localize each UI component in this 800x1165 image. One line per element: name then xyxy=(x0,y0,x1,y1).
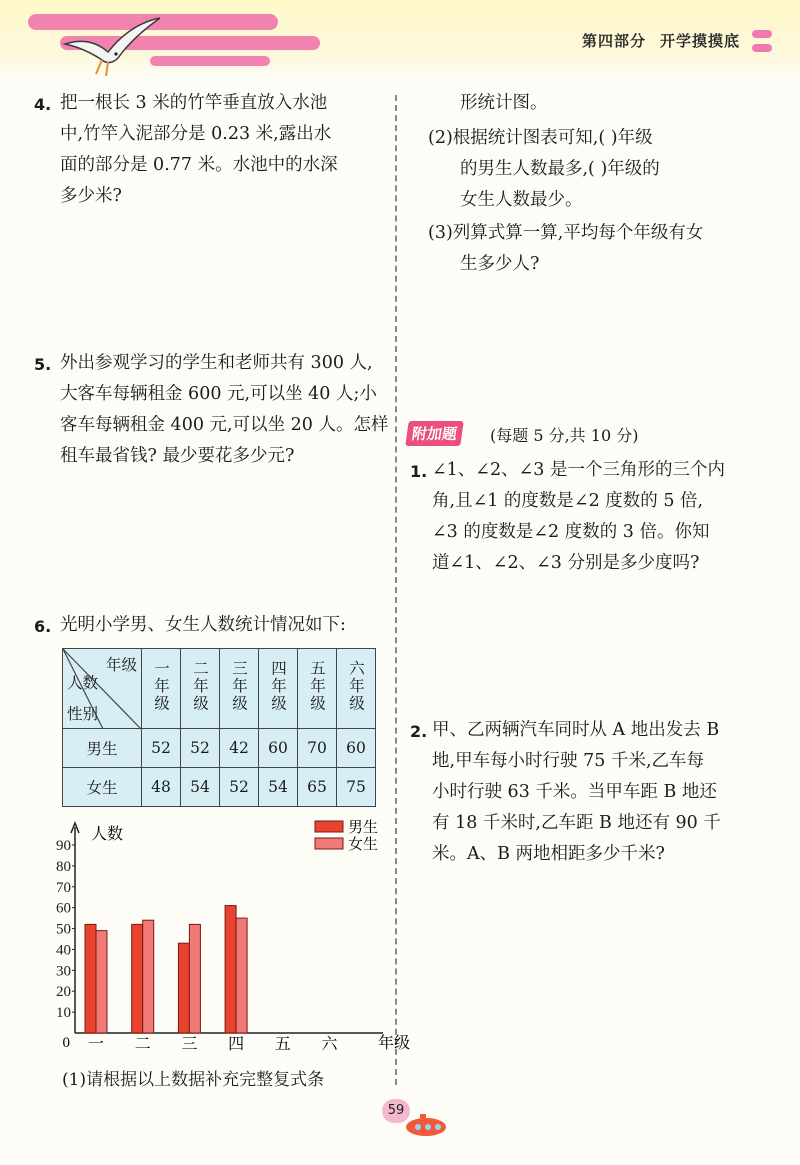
text-line: 把一根长 3 米的竹竿垂直放入水池 xyxy=(60,93,328,113)
submarine-icon xyxy=(404,1112,450,1138)
bar-男生 xyxy=(132,924,143,1033)
corner-gender-label: 性别 xyxy=(67,705,99,723)
column-divider xyxy=(395,95,397,1085)
y-tick-label: 90 xyxy=(56,838,71,854)
y-tick-label: 80 xyxy=(56,858,71,875)
origin-label: 0 xyxy=(62,1035,70,1051)
grade-header: 三年级 xyxy=(220,649,259,729)
text-line: 面的部分是 0.77 米。水池中的水深 xyxy=(60,155,338,175)
text-line: 租车最省钱? 最少要花多少元? xyxy=(60,446,295,466)
bonus-score-note: (每题 5 分,共 10 分) xyxy=(490,426,639,445)
table-corner xyxy=(63,649,142,729)
text-line: 角,且∠1 的度数是∠2 度数的 5 倍, xyxy=(432,491,704,511)
text-line: 的男生人数最多,( )年级的 xyxy=(460,159,660,179)
text-line: 大客车每辆租金 600 元,可以坐 40 人;小 xyxy=(60,384,377,404)
x-tick-label: 一 xyxy=(87,1036,105,1053)
bar-女生 xyxy=(189,924,200,1033)
text-line: 甲、乙两辆汽车同时从 A 地出发去 B xyxy=(432,720,720,740)
legend-label: 男生 xyxy=(348,820,379,836)
legend-label: 女生 xyxy=(348,837,379,853)
table-cell: 52 xyxy=(142,729,181,768)
x-tick-label: 四 xyxy=(228,1036,245,1053)
y-tick-label: 30 xyxy=(56,963,71,980)
table-cell: 52 xyxy=(181,729,220,768)
text-line: 地,甲车每小时行驶 75 千米,乙车每 xyxy=(432,751,705,771)
bar-女生 xyxy=(236,918,247,1033)
bonus-question-1-number: 1. xyxy=(410,462,428,481)
y-tick-label: 70 xyxy=(56,879,71,896)
question-4-number: 4. xyxy=(34,95,52,114)
grade-header: 一年级 xyxy=(142,649,181,729)
table-row xyxy=(63,768,376,807)
table-cell: 42 xyxy=(220,729,259,768)
section-subtitle: 开学摸摸底 xyxy=(659,32,740,50)
table-cell: 60 xyxy=(337,729,376,768)
stats-table xyxy=(62,648,376,807)
bonus-question-2-text xyxy=(432,715,721,870)
x-tick-label: 六 xyxy=(321,1036,338,1053)
question-6-part-2 xyxy=(428,123,660,216)
section-title xyxy=(582,30,740,51)
y-tick-label: 40 xyxy=(56,942,71,959)
question-4-text xyxy=(60,88,338,212)
text-line: 女生人数最少。 xyxy=(460,190,583,210)
y-axis-label: 人数 xyxy=(91,826,124,843)
table-cell: 48 xyxy=(142,768,181,807)
x-tick-label: 二 xyxy=(134,1036,151,1053)
legend-swatch xyxy=(315,821,343,832)
bonus-question-1-text xyxy=(432,455,725,579)
text-line: ∠3 的度数是∠2 度数的 3 倍。你知 xyxy=(432,522,710,542)
bar-男生 xyxy=(225,906,236,1033)
table-cell: 65 xyxy=(298,768,337,807)
text-line: 多少米? xyxy=(60,186,122,206)
text-line: 外出参观学习的学生和老师共有 300 人, xyxy=(60,353,373,373)
question-5-number: 5. xyxy=(34,355,52,374)
grade-header: 五年级 xyxy=(298,649,337,729)
y-tick-label: 20 xyxy=(56,984,71,1001)
x-axis-label: 年级 xyxy=(378,1035,411,1052)
table-cell: 60 xyxy=(259,729,298,768)
row-label: 女生 xyxy=(63,768,142,807)
table-cell: 70 xyxy=(298,729,337,768)
decorative-bar xyxy=(752,44,772,52)
y-tick-label: 10 xyxy=(56,1005,71,1022)
bonus-badge: 附加题 xyxy=(405,421,464,446)
grouped-bar-chart xyxy=(40,815,411,1060)
x-tick-label: 三 xyxy=(181,1036,198,1053)
bar-男生 xyxy=(85,924,96,1033)
question-6-part-1-end: 形统计图。 xyxy=(460,93,548,113)
question-6-part-1-start: (1)请根据以上数据补充完整复式条 xyxy=(62,1070,325,1090)
seagull-icon xyxy=(60,14,170,84)
row-label: 男生 xyxy=(63,729,142,768)
bonus-question-2-number: 2. xyxy=(410,722,428,741)
table-cell: 52 xyxy=(220,768,259,807)
text-line: 有 18 千米时,乙车距 B 地还有 90 千 xyxy=(432,813,721,833)
table-cell: 54 xyxy=(259,768,298,807)
question-6-intro: 光明小学男、女生人数统计情况如下: xyxy=(60,615,346,635)
decorative-bar xyxy=(752,30,772,38)
table-cell: 54 xyxy=(181,768,220,807)
grade-header: 四年级 xyxy=(259,649,298,729)
text-line: 道∠1、∠2、∠3 分别是多少度吗? xyxy=(432,553,700,573)
y-tick-label: 50 xyxy=(56,921,71,938)
bar-女生 xyxy=(143,920,154,1033)
bar-男生 xyxy=(178,943,189,1033)
text-line: (2)根据统计图表可知,( )年级 xyxy=(428,128,653,148)
corner-count-label: 人数 xyxy=(67,674,99,692)
page-number: 59 xyxy=(382,1099,410,1123)
section-label: 第四部分 xyxy=(581,32,646,50)
bar-女生 xyxy=(96,931,107,1033)
y-tick-label: 60 xyxy=(56,900,71,917)
grade-header: 二年级 xyxy=(181,649,220,729)
text-line: 中,竹竿入泥部分是 0.23 米,露出水 xyxy=(60,124,332,144)
table-cell: 75 xyxy=(337,768,376,807)
text-line: 小时行驶 63 千米。当甲车距 B 地还 xyxy=(432,782,717,802)
text-line: 生多少人? xyxy=(460,254,540,274)
text-line: 客车每辆租金 400 元,可以坐 20 人。怎样 xyxy=(60,415,389,435)
text-line: (3)列算式算一算,平均每个年级有女 xyxy=(428,223,704,243)
text-line: ∠1、∠2、∠3 是一个三角形的三个内 xyxy=(432,460,725,480)
question-6-part-3 xyxy=(428,218,703,280)
legend-swatch xyxy=(315,838,343,849)
x-tick-label: 五 xyxy=(274,1036,291,1053)
grade-header: 六年级 xyxy=(337,649,376,729)
text-line: 米。A、B 两地相距多少千米? xyxy=(432,844,665,864)
table-row xyxy=(63,729,376,768)
question-6-number: 6. xyxy=(34,617,52,636)
corner-grade-label: 年级 xyxy=(105,656,137,674)
question-5-text xyxy=(60,348,388,472)
